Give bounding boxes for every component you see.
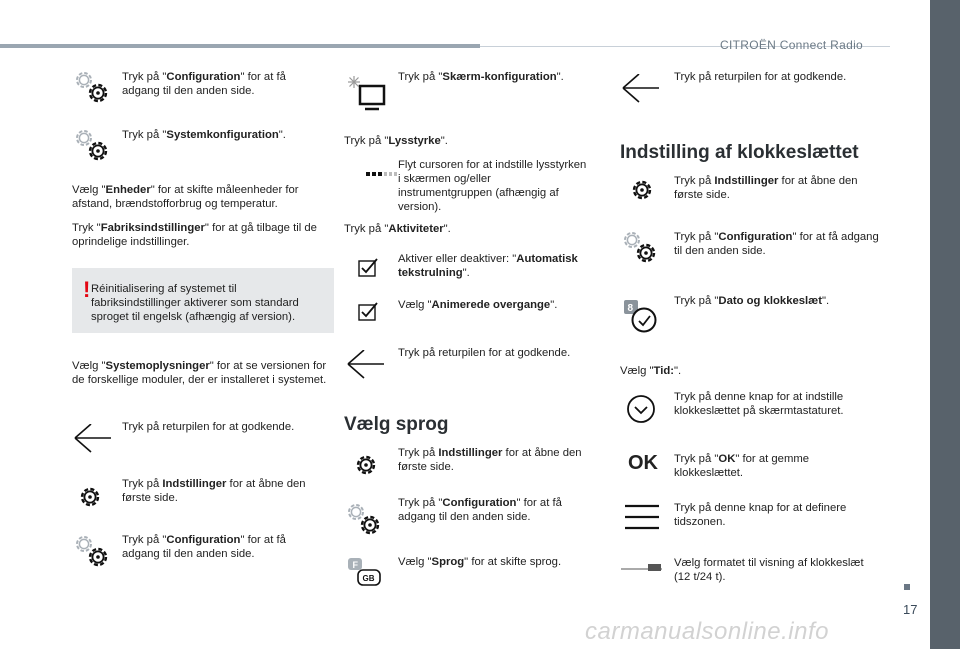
settings-gear-icon xyxy=(350,452,382,484)
col1-indstillinger-text: Tryk på Indstillinger for at åbne den første side. xyxy=(122,478,306,504)
configuration-gears-icon xyxy=(72,530,114,572)
col3-return-text: Tryk på returpilen for at godkende. xyxy=(674,71,847,83)
col3-indstillinger-text: Tryk på Indstillinger for at åbne den første side. xyxy=(674,175,858,201)
col3-dato-klokkeslaet-text: Tryk på "Dato og klokkeslæt". xyxy=(674,295,830,307)
back-arrow-icon xyxy=(73,424,113,454)
page-sidebar xyxy=(930,0,960,649)
page-number: 17 xyxy=(903,602,918,617)
col3-ok-text: Tryk på "OK" for at gemme klokkeslættet. xyxy=(674,453,810,479)
col1-configuration-text: Tryk på "Configuration" for at få adgang til den anden side. xyxy=(122,71,286,97)
col2-animerede-overgange-text: Vælg "Animerede overgange". xyxy=(398,299,558,311)
col3-tidszone-text: Tryk på denne knap for at definere tidszonen. xyxy=(674,502,847,528)
screen-brightness-icon xyxy=(344,74,388,114)
checkbox-icon xyxy=(358,300,380,322)
col2-sprog-text: Vælg "Sprog" for at skifte sprog. xyxy=(398,556,562,568)
col3-configuration-text: Tryk på "Configuration" for at få adgang til den anden side. xyxy=(674,231,879,257)
brightness-slider-icon xyxy=(366,169,398,179)
col3-keyboard-text: Tryk på denne knap for at indstille klokkeslættet på skærmtastaturet. xyxy=(674,391,844,417)
svg-text:GB: GB xyxy=(362,574,375,583)
chevron-down-circle-icon xyxy=(624,392,660,428)
col1-configuration-text-2: Tryk på "Configuration" for at få adgang til den anden side. xyxy=(122,534,286,560)
col2-indstillinger-text: Tryk på Indstillinger for at åbne den første side. xyxy=(398,447,582,473)
col3-tid-paragraph: Vælg "Tid:". xyxy=(620,365,682,377)
col2-lysstyrke-text: Flyt cursoren for at indstille lysstyrken i skærmen og/eller instrumentgruppen (afhængig af version). xyxy=(398,159,587,213)
toggle-switch-icon xyxy=(620,561,664,575)
settings-gear-icon xyxy=(76,482,108,514)
header-title: CITROËN Connect Radio xyxy=(720,38,864,52)
language-flags-icon xyxy=(346,556,388,592)
col2-return-text: Tryk på returpilen for at godkende. xyxy=(398,347,571,359)
col1-systemkonfiguration-text: Tryk på "Systemkonfiguration". xyxy=(122,129,286,141)
watermark: carmanualsonline.info xyxy=(585,618,829,645)
col1-return-text: Tryk på returpilen for at godkende. xyxy=(122,421,295,433)
svg-text:F: F xyxy=(352,560,358,570)
warning-note-text: Réinitialisering af systemet til fabriksindstillinger aktiverer som standard sproget til engelsk (afhængig af version). xyxy=(91,283,299,323)
col2-aktiviteter-paragraph: Tryk på "Aktiviteter". xyxy=(344,223,451,235)
configuration-gears-icon xyxy=(344,498,386,540)
col2-lysstyrke-paragraph: Tryk på "Lysstyrke". xyxy=(344,135,448,147)
header-rule xyxy=(0,44,480,48)
systemkonfiguration-gears-icon xyxy=(72,124,114,166)
section-heading-vaelg-sprog: Vælg sprog xyxy=(344,414,449,435)
settings-gear-icon xyxy=(626,176,658,208)
col3-format-text: Vælg formatet til visning af klokkeslæt (12 t/24 t). xyxy=(674,557,864,583)
svg-text:8: 8 xyxy=(627,303,634,314)
col2-automatisk-tekstrulning-text: Aktiver eller deaktiver: "Automatisk tekstrulning". xyxy=(398,253,578,279)
configuration-gears-icon xyxy=(72,66,114,108)
warning-note xyxy=(72,268,334,333)
col1-fabriksindstillinger-paragraph: Tryk "Fabriksindstillinger" for at gå tilbage til de oprindelige indstillinger. xyxy=(72,222,317,248)
warning-icon: ! xyxy=(83,277,91,302)
ok-icon: OK xyxy=(628,452,658,474)
page-marker xyxy=(904,584,910,590)
clock-icon xyxy=(622,298,664,336)
configuration-gears-icon xyxy=(620,226,662,268)
section-heading-klokkeslaet: Indstilling af klokkeslættet xyxy=(620,142,859,163)
col1-enheder-paragraph: Vælg "Enheder" for at skifte måleenheder for afstand, brændstofforbrug og temperatur. xyxy=(72,184,299,210)
col1-systemoplysninger-paragraph: Vælg "Systemoplysninger" for at se versionen for de forskellige moduler, der er installeret i systemet. xyxy=(72,360,327,386)
menu-icon xyxy=(624,503,660,533)
back-arrow-icon xyxy=(621,74,661,104)
col2-configuration-text: Tryk på "Configuration" for at få adgang til den anden side. xyxy=(398,497,562,523)
col2-skaerm-konfiguration-text: Tryk på "Skærm-konfiguration". xyxy=(398,71,564,83)
checkbox-icon xyxy=(358,256,380,278)
back-arrow-icon xyxy=(346,350,386,380)
